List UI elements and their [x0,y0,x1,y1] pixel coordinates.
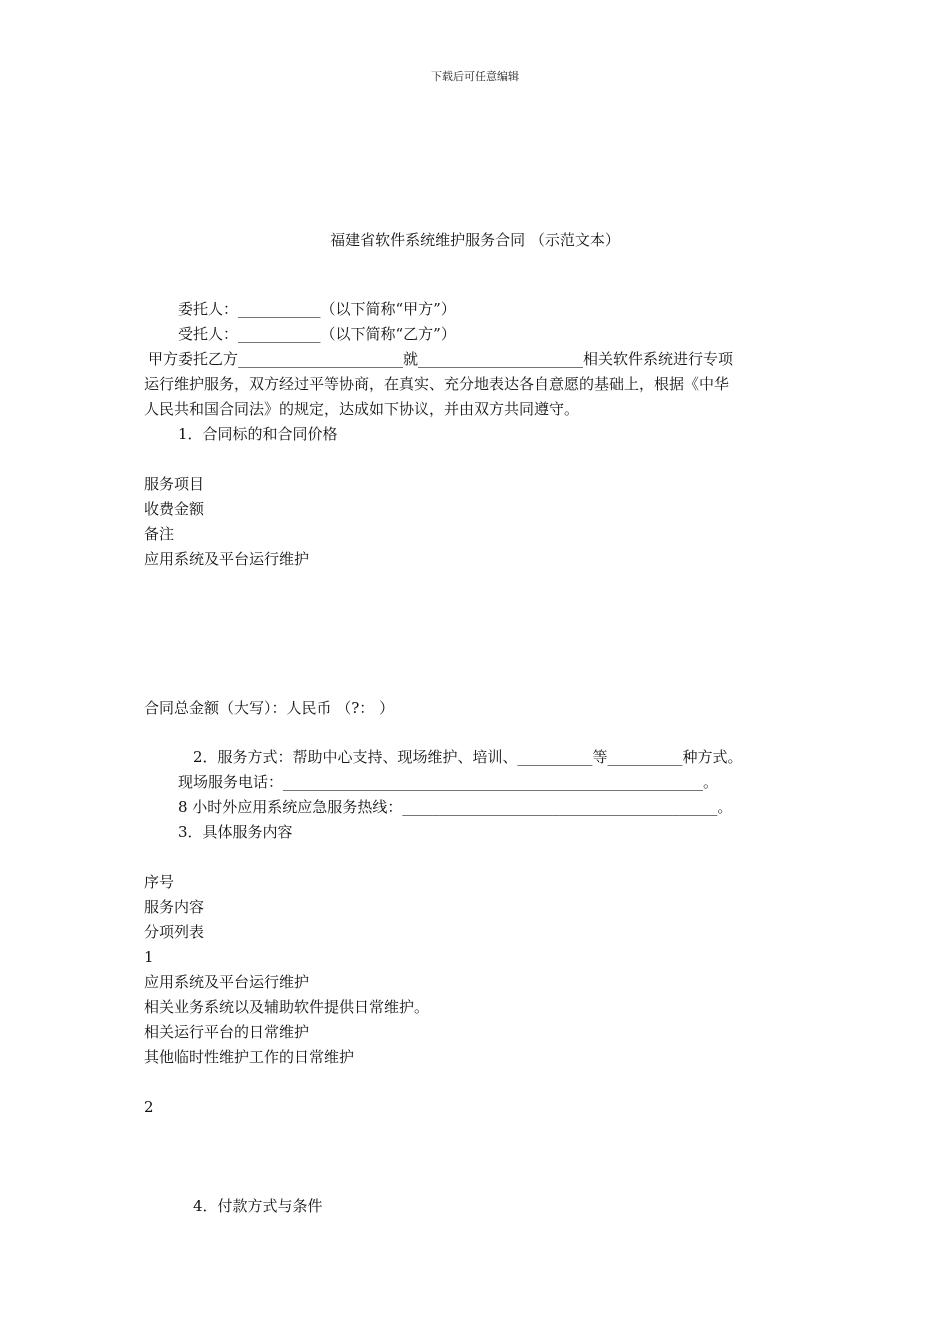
intro-paragraph-line-1: 甲方委托乙方______________________就______________________相关软件系统进行专项 [148,350,734,368]
table-cell-service-item: 服务项目 [144,475,205,493]
table-row-number-2: 2 [144,1098,154,1116]
table-header-number: 序号 [144,873,175,891]
table-row-item-2: 相关运行平台的日常维护 [144,1023,310,1041]
table-header-items: 分项列表 [144,923,205,941]
table-row-content-1: 应用系统及平台运行维护 [144,973,310,991]
document-title: 福建省软件系统维护服务合同 （示范文本） [330,231,620,249]
section-2-heading: 2．服务方式：帮助中心支持、现场维护、培训、__________等__________种方式。 [193,748,743,766]
page-header: 下载后可任意编辑 [431,70,519,83]
intro-paragraph-line-3: 人民共和国合同法》的规定，达成如下协议，并由双方共同遵守。 [144,400,580,418]
intro-paragraph-line-2: 运行维护服务，双方经过平等协商，在真实、充分地表达各自意愿的基础上，根据《中华 [144,375,730,393]
table-row-item-3: 其他临时性维护工作的日常维护 [144,1048,355,1066]
section-3-heading: 3．具体服务内容 [178,823,293,841]
section-1-heading: 1．合同标的和合同价格 [178,425,338,443]
section-4-heading: 4．付款方式与条件 [193,1197,323,1215]
table-cell-maintenance: 应用系统及平台运行维护 [144,550,310,568]
table-cell-remark: 备注 [144,525,175,543]
table-row-number-1: 1 [144,948,154,966]
table-cell-fee-amount: 收费金额 [144,500,205,518]
client-line: 委托人：___________（以下简称“甲方”） [178,300,456,318]
contractor-line: 受托人：___________（以下简称“乙方”） [178,325,456,343]
emergency-hotline-line: 8 小时外应用系统应急服务热线：__________________________________________。 [178,798,733,816]
table-header-content: 服务内容 [144,898,205,916]
onsite-phone-line: 现场服务电话：________________________________________________________。 [178,773,719,791]
total-amount-line: 合同总金额（大写）：人民币 （?： ） [144,699,395,717]
table-row-item-1: 相关业务系统以及辅助软件提供日常维护。 [144,998,430,1016]
